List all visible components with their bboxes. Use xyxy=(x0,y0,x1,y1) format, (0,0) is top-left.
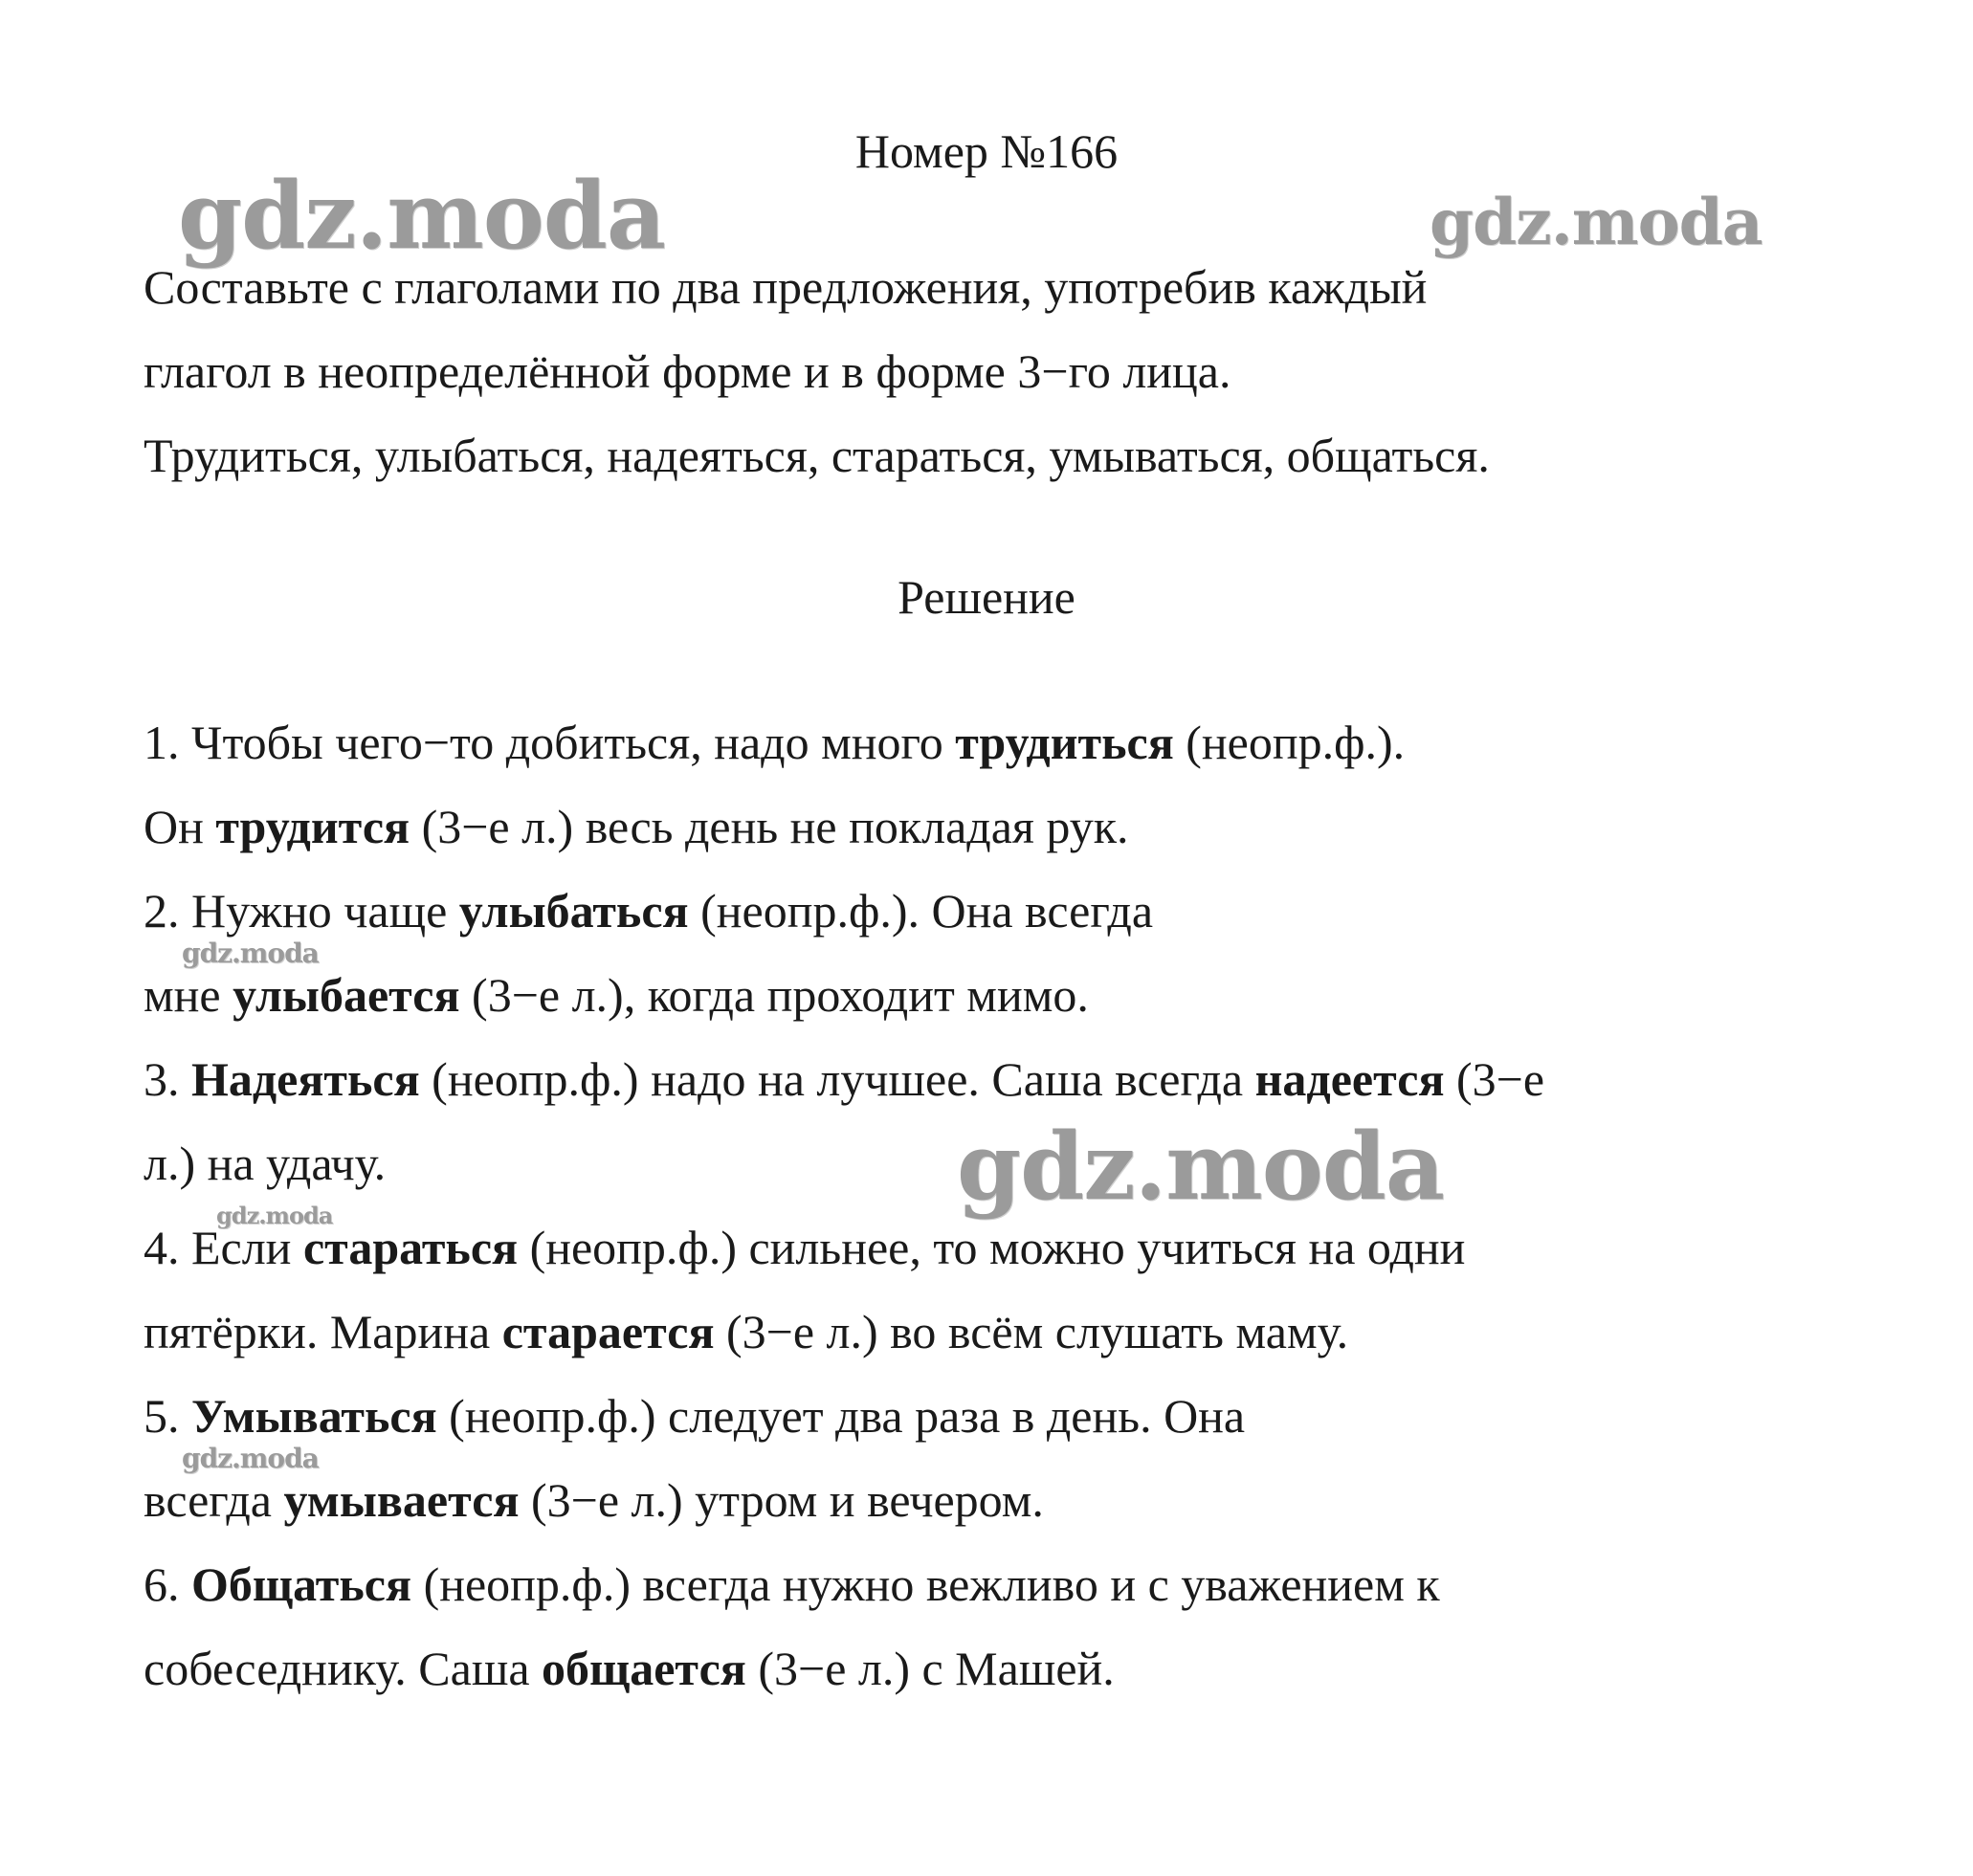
solution-text: (3−е л.) во всём слушать маму. xyxy=(714,1305,1349,1358)
verb-highlight: умывается xyxy=(283,1473,520,1527)
solution-text: (неопр.ф.) сильнее, то можно учиться на одни xyxy=(518,1221,1466,1274)
solution-line xyxy=(144,882,1153,939)
solution-line xyxy=(144,798,1129,855)
solution-line xyxy=(144,1135,386,1192)
solution-text: собеседнику. Саша xyxy=(144,1642,543,1695)
task-line-2: глагол в неопределённой форме и в форме 3−го лица. xyxy=(144,344,1231,398)
solution-line xyxy=(144,714,1405,771)
solution-text: (неопр.ф.) следует два раза в день. Она xyxy=(436,1389,1246,1443)
solution-text: всегда xyxy=(144,1473,284,1527)
watermark-small-2: gdz.moda xyxy=(216,1202,333,1229)
solution-text: (3−е л.) с Машей. xyxy=(745,1642,1115,1695)
solution-line xyxy=(144,1219,1465,1276)
solution-line xyxy=(144,1556,1440,1613)
watermark-small-3: gdz.moda xyxy=(182,1443,319,1474)
verb-highlight: трудится xyxy=(215,800,410,853)
verb-highlight: Надеяться xyxy=(191,1052,420,1106)
solution-line xyxy=(144,1303,1348,1360)
verb-highlight: стараться xyxy=(302,1221,519,1274)
solution-text: (3−е л.) весь день не покладая рук. xyxy=(410,800,1129,853)
verb-highlight: старается xyxy=(501,1305,715,1358)
verb-highlight: Умываться xyxy=(191,1389,437,1443)
verb-highlight: трудиться xyxy=(955,716,1174,769)
solution-text: 6. xyxy=(144,1557,191,1611)
solution-text: 3. xyxy=(144,1052,191,1106)
solution-text: (неопр.ф.). Она всегда xyxy=(688,884,1154,938)
solution-line xyxy=(144,966,1089,1024)
verb-highlight: общается xyxy=(542,1642,746,1695)
verb-highlight: улыбаться xyxy=(458,884,689,938)
watermark-top-right: gdz.moda xyxy=(1430,185,1762,259)
solution-text: (неопр.ф.) всегда нужно вежливо и с уважением к xyxy=(411,1557,1440,1611)
solution-text: мне xyxy=(144,968,233,1022)
solution-text: (3−е л.) утром и вечером. xyxy=(519,1473,1044,1527)
verb-highlight: улыбается xyxy=(233,968,460,1022)
solution-title: Решение xyxy=(898,570,1075,624)
solution-text: (неопр.ф.) надо на лучшее. Саша всегда xyxy=(419,1052,1255,1106)
page-title: Номер №166 xyxy=(854,124,1119,178)
solution-text: (3−е л.), когда проходит мимо. xyxy=(459,968,1089,1022)
solution-text: л.) на удачу. xyxy=(144,1137,387,1190)
task-line-3: Трудиться, улыбаться, надеяться, стараться, умываться, общаться. xyxy=(144,429,1490,482)
solution-line xyxy=(144,1387,1245,1445)
solution-text: Он xyxy=(144,800,216,853)
watermark-small-1: gdz.moda xyxy=(182,938,319,969)
watermark-top-left: gdz.moda xyxy=(178,162,666,270)
verb-highlight: Общаться xyxy=(191,1557,412,1611)
solution-text: 2. Нужно чаще xyxy=(144,884,459,938)
solution-line xyxy=(144,1640,1115,1697)
verb-highlight: надеется xyxy=(1254,1052,1445,1106)
solution-text: пятёрки. Марина xyxy=(144,1305,502,1358)
solution-text: (неопр.ф.). xyxy=(1173,716,1406,769)
solution-text: (3−е xyxy=(1444,1052,1545,1106)
solution-line xyxy=(144,1471,1044,1529)
solution-line xyxy=(144,1050,1544,1108)
solution-text: 1. Чтобы чего−то добиться, надо много xyxy=(144,716,956,769)
task-line-1: Составьте с глаголами по два предложения, употребив каждый xyxy=(144,260,1428,314)
watermark-center: gdz.moda xyxy=(957,1113,1445,1221)
solution-text: 4. Если xyxy=(144,1221,303,1274)
solution-text: 5. xyxy=(144,1389,191,1443)
